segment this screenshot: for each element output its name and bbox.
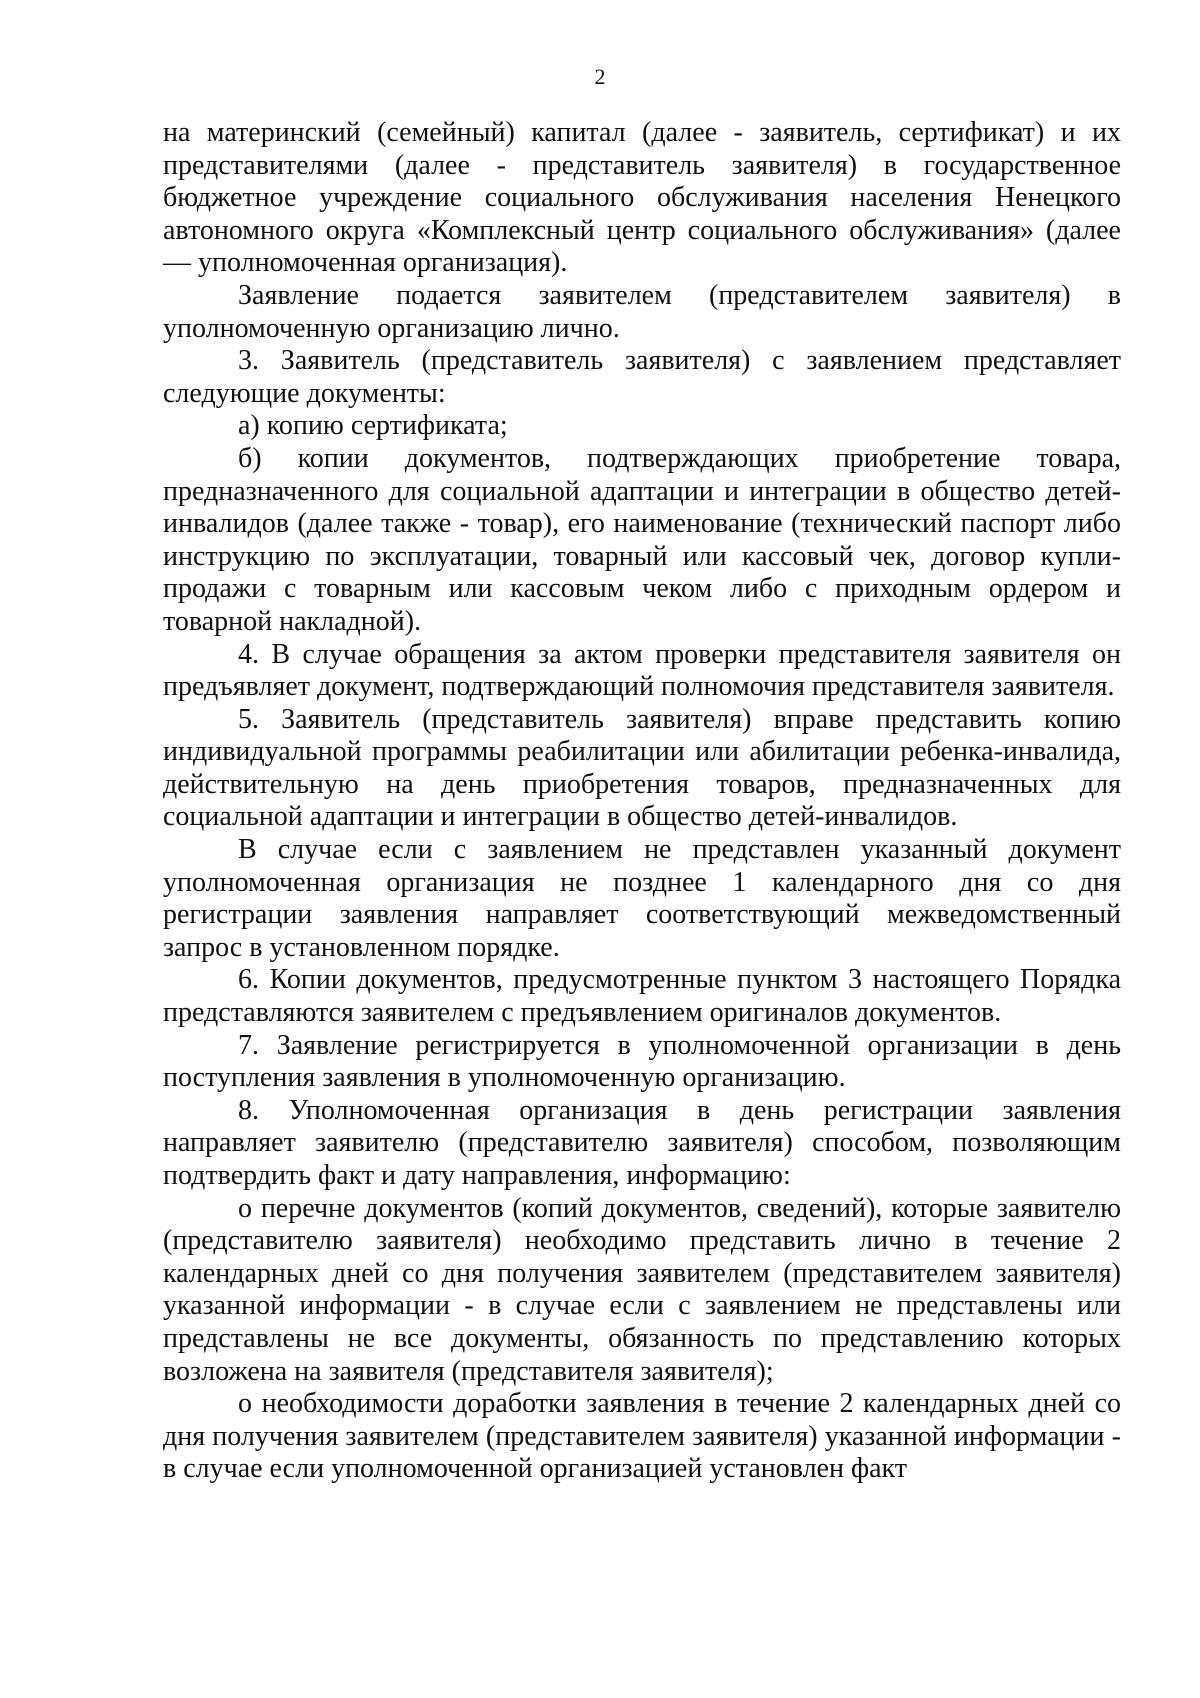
page-number: 2 xyxy=(594,64,606,89)
paragraph-2: Заявление подается заявителем (представителем заявителя) в уполномоченную организацию лично. xyxy=(163,279,1121,344)
paragraph-13: о необходимости доработки заявления в течение 2 календарных дней со дня получения заявителем (представителем заявителя) указанной информации - в случае если уполномоченной организацией установлен факт xyxy=(163,1388,1121,1485)
paragraph-3: 3. Заявитель (представитель заявителя) с заявлением представляет следующие документы: xyxy=(163,345,1121,409)
paragraph-12: о перечне документов (копий документов, сведений), которые заявителю (представителю заявителя) необходимо представить лично в течение 2 календарных дней со дня получения заявителем (представителем заявителя) указанной информации - в случае если с заявлением не представлены или представлены не все документы, обязанность по представлению которых возложена на заявителя (представителя заявителя); xyxy=(163,1192,1121,1387)
paragraph-11: 8. Уполномоченная организация в день регистрации заявления направляет заявителю (представителю заявителя) способом, позволяющим подтвердить факт и дату направления, информацию: xyxy=(163,1094,1121,1191)
paragraph-5: б) копии документов, подтверждающих приобретение товара, предназначенного для социальной адаптации и интеграции в общество детей-инвалидов (далее также - товар), его наименование (технический паспорт либо инструкцию по эксплуатации, товарный или кассовый чек, договор купли-продажи с товарным или кассовым чеком либо с приходным ордером и товарной накладной). xyxy=(163,442,1121,637)
paragraph-7: 5. Заявитель (представитель заявителя) вправе представить копию индивидуальной программы реабилитации или абилитации ребенка-инвалида, действительную на день приобретения товаров, предназначенных для социальной адаптации и интеграции в общество детей-инвалидов. xyxy=(163,703,1121,833)
paragraph-1: на материнский (семейный) капитал (далее - заявитель, сертификат) и их представителями (далее - представитель заявителя) в государственное бюджетное учреждение социального обслуживания населения Ненецкого автономного округа «Комплексный центр социального обслуживания» (далее — уполномоченная организация). xyxy=(163,117,1121,279)
paragraph-6: 4. В случае обращения за актом проверки представителя заявителя он предъявляет документ, подтверждающий полномочия представителя заявителя. xyxy=(163,638,1121,703)
paragraph-8: В случае если с заявлением не представлен указанный документ уполномоченная организация не позднее 1 календарного дня со дня регистрации заявления направляет соответствующий межведомственный запрос в установленном порядке. xyxy=(163,834,1121,963)
paragraph-9: 6. Копии документов, предусмотренные пунктом 3 настоящего Порядка представляются заявителем с предъявлением оригиналов документов. xyxy=(163,964,1121,1029)
document-body xyxy=(163,117,1121,1486)
paragraph-10: 7. Заявление регистрируется в уполномоченной организации в день поступления заявления в уполномоченную организацию. xyxy=(163,1029,1121,1094)
paragraph-4: а) копию сертификата; xyxy=(238,410,508,442)
